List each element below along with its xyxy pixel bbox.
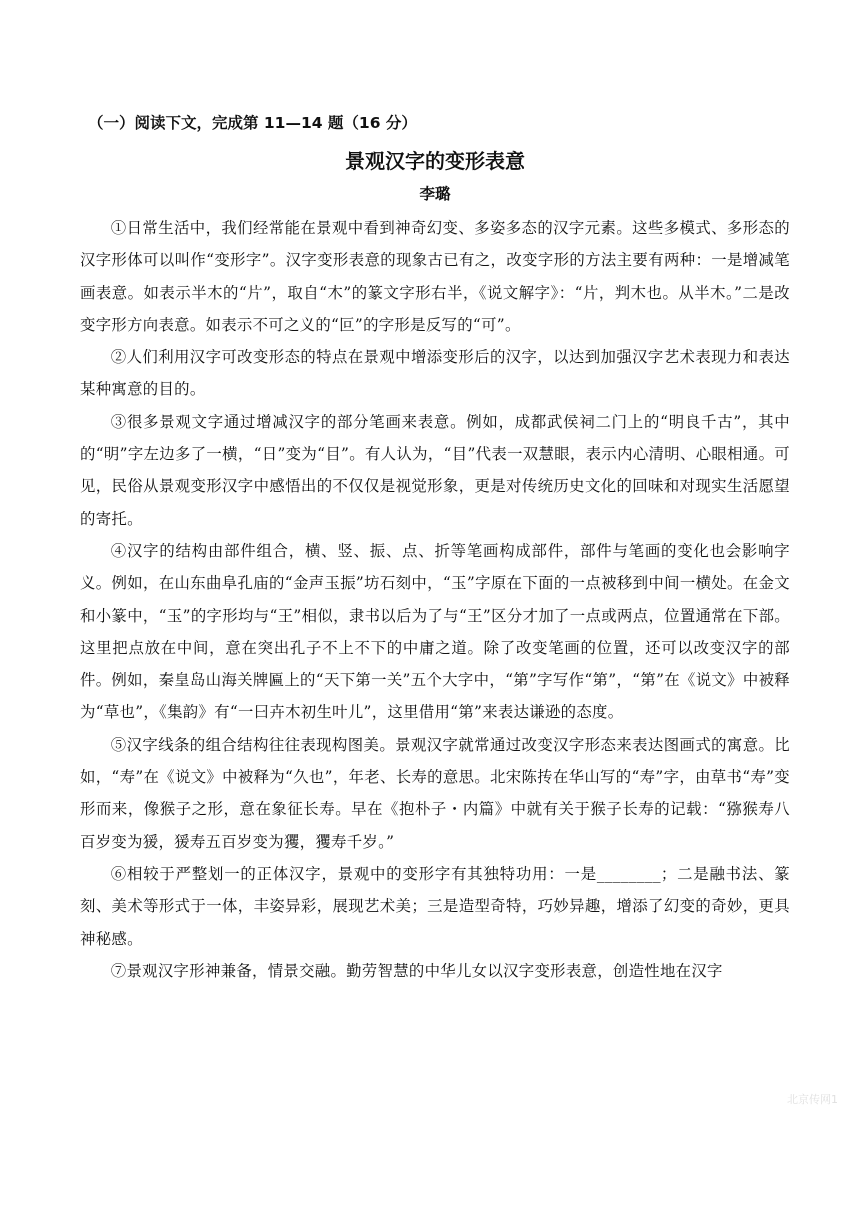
paragraph-6: ⑥相较于严整划一的正体汉字，景观中的变形字有其独特功用：一是________；二是融书法、篆刻、美术等形式于一体，丰姿异彩，展现艺术美；三是造型奇特，巧妙异趣，增添了幻变的奇妙，更具神秘感。 xyxy=(80,864,790,948)
document-page xyxy=(80,108,790,987)
section-header: （一）阅读下文，完成第 11—14 题（16 分） xyxy=(88,114,417,132)
paragraph-3: ③很多景观文字通过增减汉字的部分笔画来表意。例如，成都武侯祠二门上的“明良千古”，其中的“明”字左边多了一横，“日”变为“目”。有人认为，“目”代表一双慧眼，表示内心清明、心眼相通。可见，民俗从景观变形汉字中感悟出的不仅仅是视觉形象，更是对传统历史文化的回味和对现实生活愿望的寄托。 xyxy=(80,412,790,528)
paragraph-4: ④汉字的结构由部件组合，横、竖、振、点、折等笔画构成部件，部件与笔画的变化也会影响字义。例如，在山东曲阜孔庙的“金声玉振”坊石刻中，“玉”字原在下面的一点被移到中间一横处。在金文和小篆中，“玉”的字形均与“王”相似，隶书以后为了与“王”区分才加了一点或两点，位置通常在下部。这里把点放在中间，意在突出孔子不上不下的中庸之道。除了改变笔画的位置，还可以改变汉字的部件。例如，秦皇岛山海关牌匾上的“天下第一关”五个大字中，“第”字写作“第”，“第”在《说文》中被释为“草也”，《集韵》有“一曰卉木初生叶儿”，这里借用“第”来表达谦逊的态度。 xyxy=(80,541,790,722)
article-title: 景观汉字的变形表意 xyxy=(345,149,525,173)
watermark: 北京传网1 xyxy=(787,1093,838,1106)
paragraph-5: ⑤汉字线条的组合结构往往表现构图美。景观汉字就常通过改变汉字形态来表达图画式的寓意。比如，“寿”在《说文》中被释为“久也”，年老、长寿的意思。北宋陈抟在华山写的“寿”字，由草书“寿”变形而来，像猴子之形，意在象征长寿。早在《抱朴子・内篇》中就有关于猴子长寿的记载：“猕猴寿八百岁变为猨，猨寿五百岁变为玃，玃寿千岁。” xyxy=(80,735,790,851)
article-author: 李璐 xyxy=(419,185,451,203)
paragraph-7: ⑦景观汉字形神兼备，情景交融。勤劳智慧的中华儿女以汉字变形表意，创造性地在汉字 xyxy=(110,961,723,980)
paragraph-1: ①日常生活中，我们经常能在景观中看到神奇幻变、多姿多态的汉字元素。这些多模式、多形态的汉字形体可以叫作“变形字”。汉字变形表意的现象古已有之，改变字形的方法主要有两种：一是增减笔画表意。如表示半木的“片”，取自“木”的篆文字形右半，《说文解字》：“片，判木也。从半木。”二是改变字形方向表意。如表示不可之义的“叵”的字形是反写的“可”。 xyxy=(80,219,790,334)
paragraph-2: ②人们利用汉字可改变形态的特点在景观中增添变形后的汉字，以达到加强汉字艺术表现力和表达某种寓意的目的。 xyxy=(80,348,790,399)
